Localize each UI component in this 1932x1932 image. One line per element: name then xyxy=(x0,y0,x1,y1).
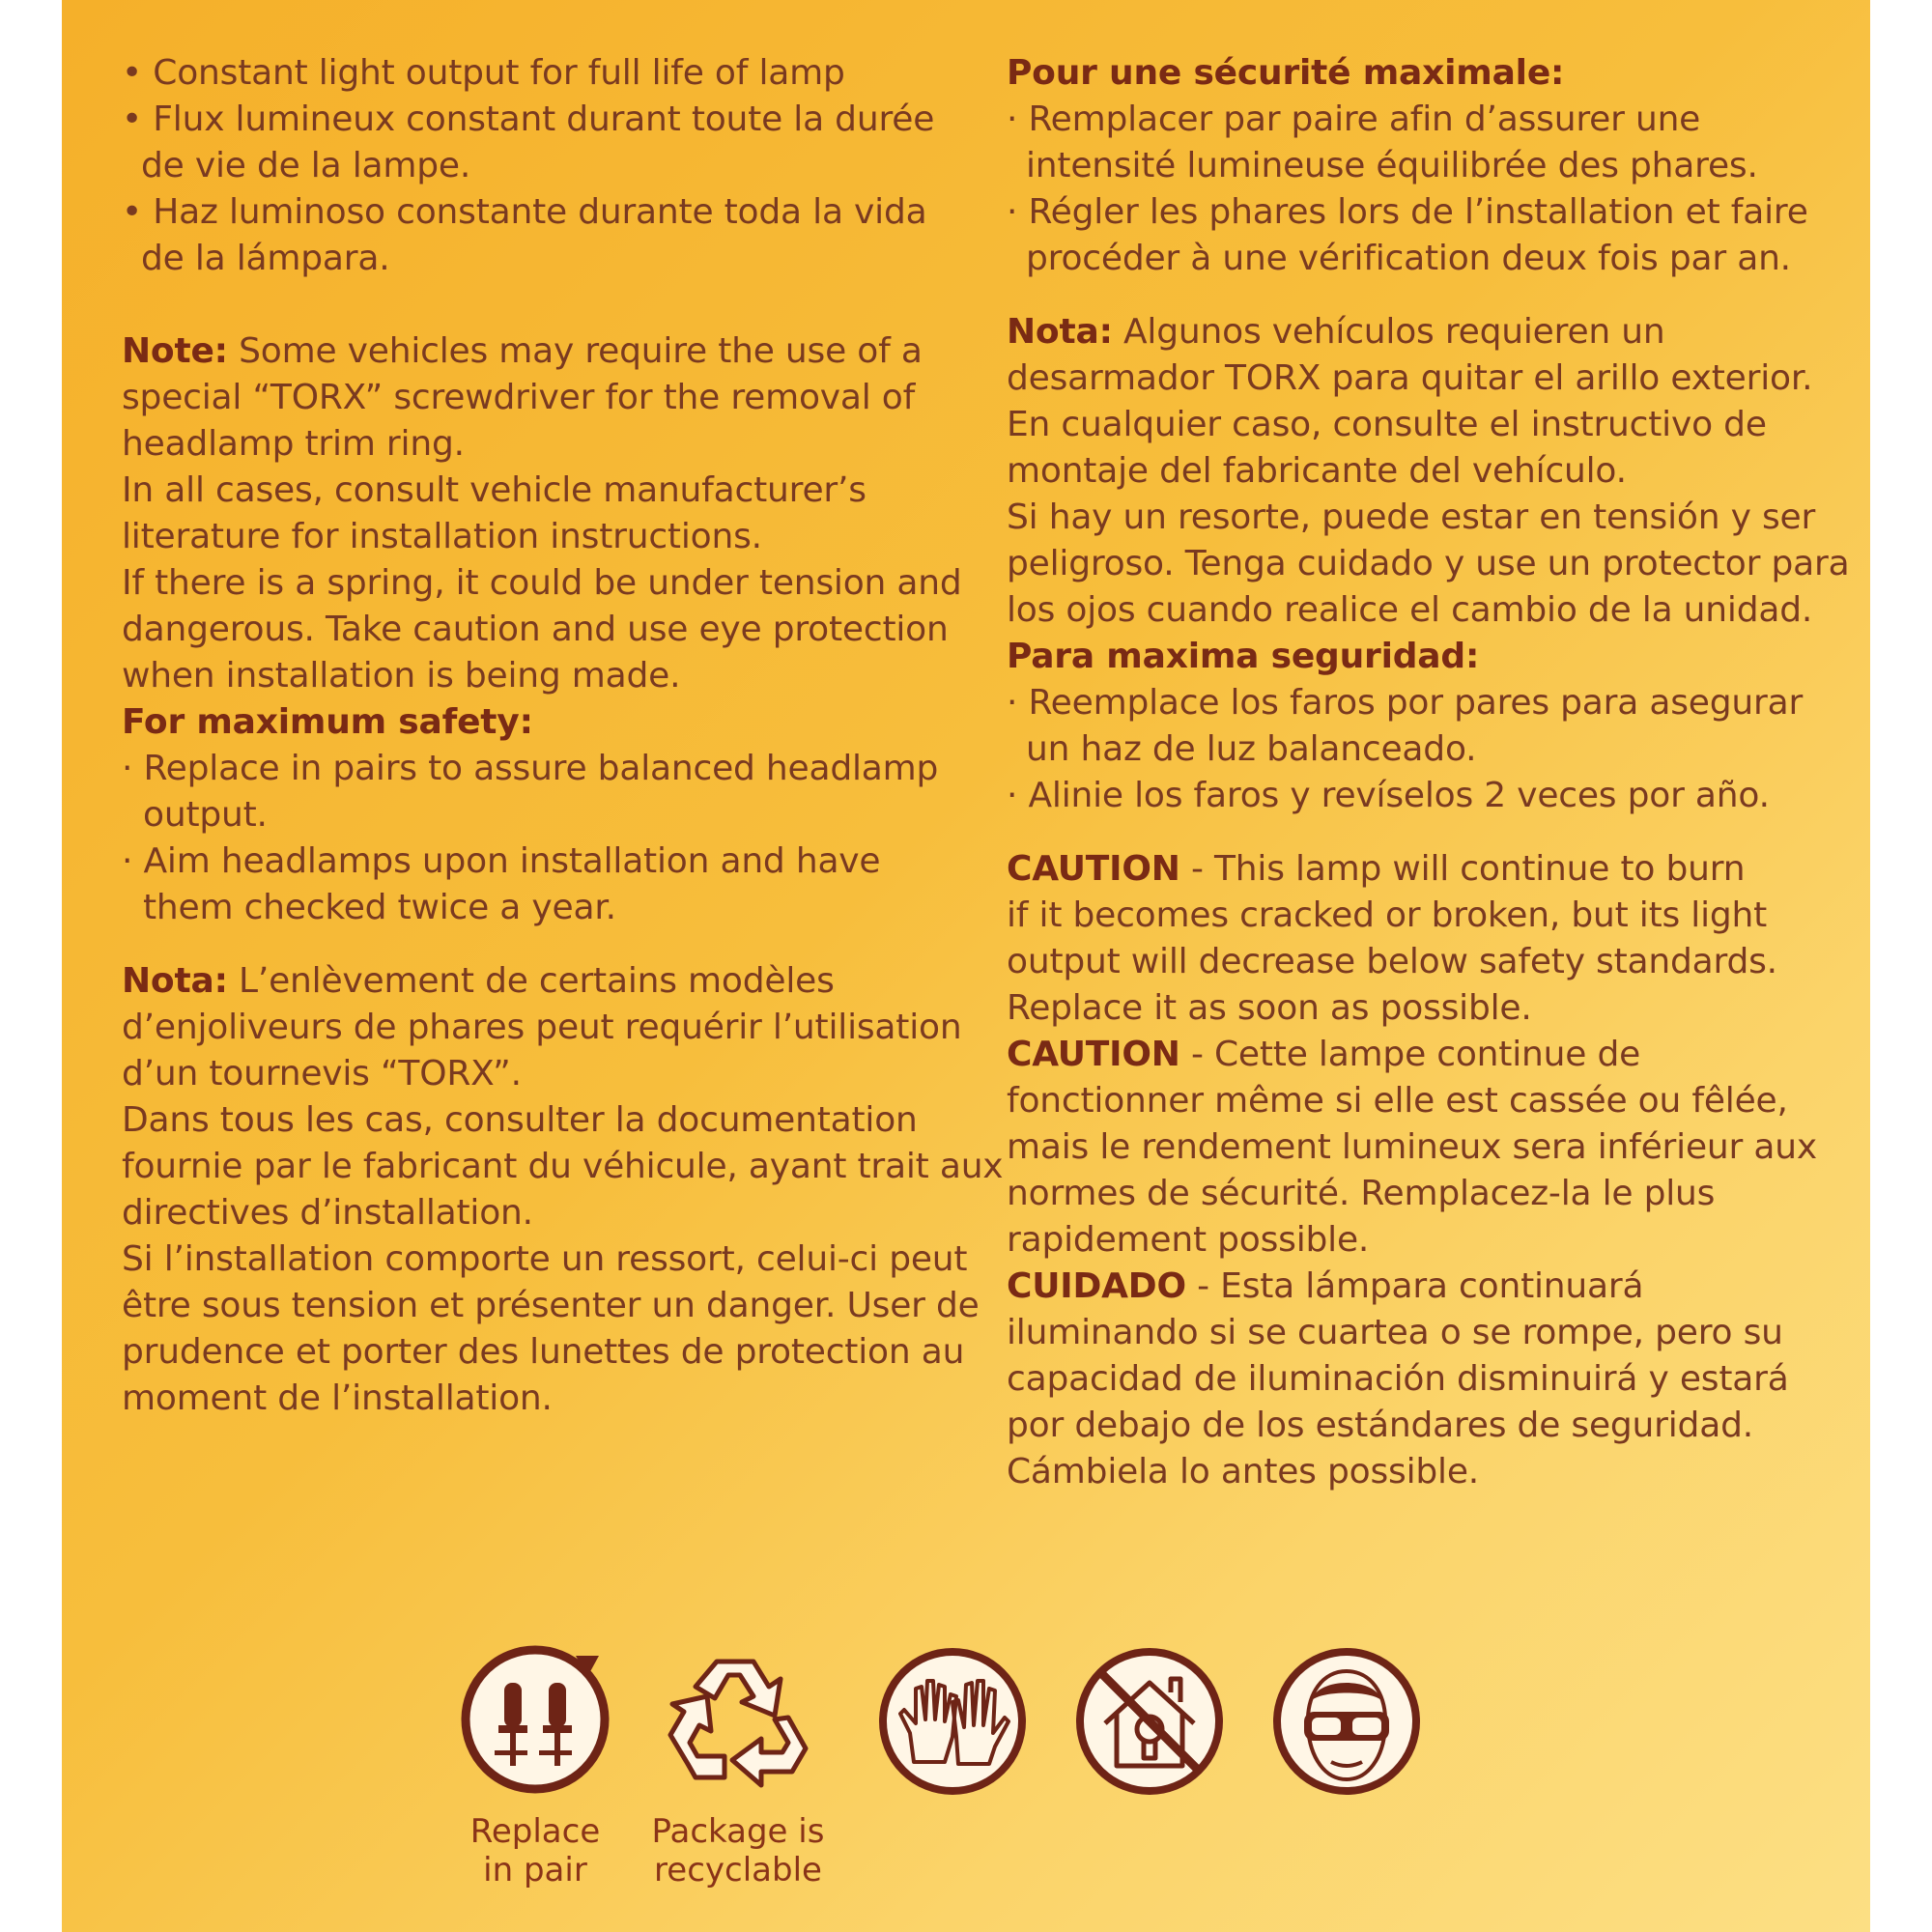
note-fr-line: Nota: L’enlèvement de certains modèles xyxy=(122,961,835,1001)
safety-en-item: them checked twice a year. xyxy=(143,888,616,927)
safety-en-item: · Replace in pairs to assure balanced headlamp xyxy=(122,749,939,788)
replace-in-pair-icon xyxy=(458,1642,612,1797)
caution-es-line: Cámbiela lo antes possible. xyxy=(1007,1452,1480,1492)
note-es-line: peligroso. Tenga cuidado y use un protector para xyxy=(1007,544,1850,583)
safety-en-item: output. xyxy=(143,795,268,835)
eye-protection-icon xyxy=(1269,1644,1424,1799)
caution-es-line: iluminando si se cuartea o se rompe, pero su xyxy=(1007,1313,1783,1352)
bullet-line: de la lámpara. xyxy=(141,239,390,278)
note-fr-line: être sous tension et présenter un danger. User de xyxy=(122,1286,980,1325)
note-en-line: If there is a spring, it could be under tension and xyxy=(122,563,962,603)
note-es-label: Nota: xyxy=(1007,312,1113,352)
caution-es-label: CUIDADO xyxy=(1007,1266,1186,1306)
note-en-line: when installation is being made. xyxy=(122,656,681,696)
right-column xyxy=(1007,50,1850,1495)
caution-fr-label: CAUTION xyxy=(1007,1035,1180,1074)
note-en-line: Note: Some vehicles may require the use of a xyxy=(122,331,923,371)
safety-fr-heading: Pour une sécurité maximale: xyxy=(1007,53,1565,93)
package-panel xyxy=(62,0,1870,1932)
caution-fr-line: mais le rendement lumineux sera inférieur aux xyxy=(1007,1127,1817,1167)
caution-en-line: output will decrease below safety standards. xyxy=(1007,942,1777,981)
note-fr-line: prudence et porter des lunettes de protection au xyxy=(122,1332,965,1372)
note-fr-line: Dans tous les cas, consulter la documentation xyxy=(122,1100,918,1140)
note-es-line: los ojos cuando realice el cambio de la unidad. xyxy=(1007,590,1813,630)
bullet-line: • Constant light output for full life of lamp xyxy=(122,53,845,93)
note-en-line: In all cases, consult vehicle manufacturer’s xyxy=(122,470,867,510)
safety-fr-item: · Remplacer par paire afin d’assurer une xyxy=(1007,99,1701,139)
note-fr-line: Si l’installation comporte un ressort, celui-ci peut xyxy=(122,1239,968,1279)
note-en-line: headlamp trim ring. xyxy=(122,424,465,464)
caution-es-line: por debajo de los estándares de seguridad. xyxy=(1007,1406,1753,1445)
safety-es-item: · Alinie los faros y revíselos 2 veces por año. xyxy=(1007,776,1770,815)
note-fr-line: d’un tournevis “TORX”. xyxy=(122,1054,522,1094)
note-en-line: dangerous. Take caution and use eye protection xyxy=(122,610,949,649)
caution-fr-line: fonctionner même si elle est cassée ou fêlée, xyxy=(1007,1081,1788,1121)
note-es-line: montaje del fabricante del vehículo. xyxy=(1007,451,1627,491)
caution-es-line: CUIDADO - Esta lámpara continuará xyxy=(1007,1266,1644,1306)
icon-row xyxy=(62,1642,1870,1893)
gloves-icon xyxy=(875,1644,1030,1799)
safety-es-item: un haz de luz balanceado. xyxy=(1026,729,1477,769)
caution-es-line: capacidad de iluminación disminuirá y estará xyxy=(1007,1359,1789,1399)
note-es-line: En cualquier caso, consulte el instructivo de xyxy=(1007,405,1767,444)
safety-es-heading: Para maxima seguridad: xyxy=(1007,637,1480,676)
bullet-line: de vie de la lampe. xyxy=(141,146,471,185)
bullet-line: • Haz luminoso constante durante toda la vida xyxy=(122,192,927,232)
left-column xyxy=(122,50,1004,1422)
note-fr-line: fournie par le fabricant du véhicule, ayant trait aux xyxy=(122,1147,1004,1186)
note-fr-line: directives d’installation. xyxy=(122,1193,533,1233)
note-en-line: special “TORX” screwdriver for the removal of xyxy=(122,378,916,417)
safety-es-item: · Reemplace los faros por pares para asegurar xyxy=(1007,683,1804,723)
recycle-icon xyxy=(661,1642,815,1797)
caution-fr-line: normes de sécurité. Remplacez-la le plus xyxy=(1007,1174,1716,1213)
note-en-label: Note: xyxy=(122,331,228,371)
note-fr-label: Nota: xyxy=(122,961,228,1001)
bullet-line: • Flux lumineux constant durant toute la durée xyxy=(122,99,935,139)
recycle-caption: Package is recyclable xyxy=(651,1812,825,1889)
safety-fr-item: · Régler les phares lors de l’installation et faire xyxy=(1007,192,1808,232)
safety-en-item: · Aim headlamps upon installation and have xyxy=(122,841,881,881)
note-fr-line: moment de l’installation. xyxy=(122,1378,553,1418)
caution-fr-line: CAUTION - Cette lampe continue de xyxy=(1007,1035,1641,1074)
safety-en-heading: For maximum safety: xyxy=(122,702,533,742)
safety-fr-item: intensité lumineuse équilibrée des phares. xyxy=(1026,146,1758,185)
caution-fr-line: rapidement possible. xyxy=(1007,1220,1370,1260)
safety-fr-item: procéder à une vérification deux fois par an. xyxy=(1026,239,1791,278)
replace-in-pair-caption: Replace in pair xyxy=(469,1812,601,1889)
caution-en-label: CAUTION xyxy=(1007,849,1180,889)
note-es-line: Si hay un resorte, puede estar en tensión y ser xyxy=(1007,497,1816,537)
caution-en-line: CAUTION - This lamp will continue to burn xyxy=(1007,849,1746,889)
caution-en-line: if it becomes cracked or broken, but its light xyxy=(1007,895,1768,935)
no-home-use-icon xyxy=(1072,1644,1227,1799)
note-fr-line: d’enjoliveurs de phares peut requérir l’utilisation xyxy=(122,1008,962,1047)
note-en-line: literature for installation instructions. xyxy=(122,517,762,556)
caution-en-line: Replace it as soon as possible. xyxy=(1007,988,1532,1028)
note-es-line: Nota: Algunos vehículos requieren un xyxy=(1007,312,1665,352)
note-es-line: desarmador TORX para quitar el arillo exterior. xyxy=(1007,358,1813,398)
